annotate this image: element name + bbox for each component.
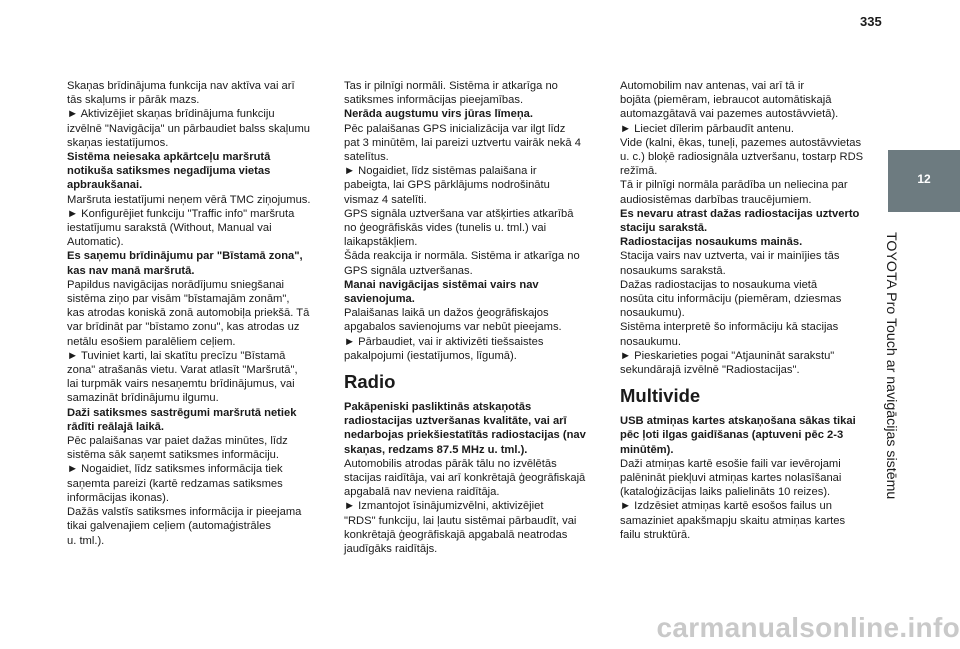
text-line: zona" atrašanās vietu. Varat atlasīt "Maršrutā", [67,364,298,377]
text-line: no ģeogrāfiskās vides (tunelis u. tml.) vai [344,222,547,235]
text-line: Pēc palaišanas var paiet dažas minūtes, līdz [67,435,288,448]
text-line: lai turpmāk vairs nesaņemtu brīdinājumus, vai [67,378,295,391]
bold-text-line: Sistēma neiesaka apkārtceļu maršrutā [67,151,271,164]
chapter-tab [888,150,960,212]
text-line: ► Pārbaudiet, vai ir aktivizēti tiešsaistes [344,335,544,348]
text-line: samaziniet apakšmapju skaitu atmiņas kartes [620,514,846,527]
text-line: GPS signāla uztveršanas. [344,264,473,277]
bold-text-line: Es nevaru atrast dažas radiostacijas uztverto [620,207,860,220]
text-line: (kataloģizācijas laiks palielināts 10 reizes). [620,486,831,499]
text-line: failu struktūrā. [620,528,691,541]
text-line: Tā ir pilnīgi normāla parādība un neliecina par [620,179,848,192]
text-line: skaņas iestatījumos. [67,136,169,149]
text-line: Automatic). [67,236,124,249]
text-line: laikapstākļiem. [344,236,418,249]
text-line: Daži atmiņas kartē esošie faili var ievērojami [620,457,841,470]
section-heading: Radio [344,371,396,393]
text-line: sistēma ziņo par visām "bīstamajām zonām", [67,293,290,306]
chapter-tab-label: 12 [917,172,931,186]
text-line: Automobilis atrodas pārāk tālu no izvēlētās [344,457,557,470]
text-line: automazgātavā vai pazemes autostāvvietā). [620,108,839,121]
text-line: Automobilim nav antenas, vai arī tā ir [620,80,805,92]
bold-text-line: Manai navigācijas sistēmai vairs nav [344,278,539,291]
text-line: tās skaļums ir pārāk mazs. [67,94,200,107]
bold-text-line: skaņas, redzams 87.5 MHz u. tml.). [344,443,528,456]
text-line: vismaz 4 satelīti. [344,193,427,206]
text-line: audiosistēmas darbības traucējumiem. [620,193,812,206]
text-line: pabeigta, lai GPS pārklājums nodrošinātu [344,179,550,192]
section-title: TOYOTA Pro Touch ar navigācijas sistēmu [883,232,899,500]
text-line: apgabalos savienojums var nebūt pieejams. [344,321,562,334]
text-line: sistēma sāk saņemt satiksmes informāciju. [67,449,280,462]
text-line: Maršruta iestatījumi neņem vērā TMC ziņojumus. [67,193,311,206]
text-line: ► Nogaidiet, līdz satiksmes informācija tiek [67,463,283,476]
text-line: sekundārajā izvēlnē "Radiostacijas". [620,364,800,377]
text-line: tikai galvenajiem ceļiem (automaģistrāles [67,520,271,533]
section-heading: Multivide [620,385,701,407]
bold-text-line: radiostacijas uztveršanas kvalitāte, vai arī [344,415,567,428]
text-line: bojāta (piemēram, iebraucot automātiskajā [620,94,832,107]
bold-text-line: Radiostacijas nosaukums mainās. [620,236,803,249]
text-line: u. tml.). [67,534,105,547]
text-line: ► Tuviniet karti, lai skatītu precīzu "Bīstamā [67,349,286,362]
text-line: Papildus navigācijas norādījumu sniegšanai [67,278,285,291]
text-line: "RDS" funkciju, lai ļautu sistēmai pārbaudīt, vai [344,514,577,527]
bold-text-line: Pakāpeniski pasliktinās atskaņotās [344,401,532,414]
bold-text-line: Daži satiksmes sastrēgumi maršrutā netiek [67,406,297,419]
text-line: saņemta pareizi (kartē redzamas satiksmes [67,477,283,490]
text-line: Palaišanas laikā un dažos ģeogrāfiskajos [344,307,549,320]
text-line: nosaukumu). [620,307,685,320]
text-line: ► Izdzēsiet atmiņas kartē esošos failus un [620,500,832,513]
text-line: pakalpojumi (iestatījumos, līgumā). [344,349,517,362]
bold-text-line: pēc ļoti ilgas gaidīšanas (aptuveni pēc 2-3 [620,429,844,442]
text-line: samazināt brīdinājumu ilgumu. [67,392,219,405]
text-line: ► Izmantojot īsinājumizvēlni, aktivizējiet [344,500,544,513]
bold-text-line: minūtēm). [620,443,674,456]
text-line: satiksmes informācijas pieejamības. [344,94,524,107]
text-line: informācijas ikonas). [67,491,169,504]
text-line: stacijas raidītāja, vai arī konkrētajā ģeogrāfiskajā [344,472,586,485]
text-column-1 [67,79,329,548]
text-line: ► Aktivizējiet skaņas brīdinājuma funkciju [67,108,275,121]
text-line: Dažas radiostacijas to nosaukuma vietā [620,278,818,291]
bold-text-line: staciju sarakstā. [620,222,708,235]
text-line: kas atrodas koniskā zonā automobiļa priekšā. Tā [67,307,310,320]
bold-text-line: notikuša satiksmes negadījuma vietas [67,165,271,178]
text-line: Dažās valstīs satiksmes informācija ir pieejama [67,506,302,519]
bold-text-line: USB atmiņas kartes atskaņošana sākas tikai [620,415,856,428]
text-line: nosaukumu. [620,335,681,348]
text-line: ► Lieciet dīlerim pārbaudīt antenu. [620,122,795,135]
text-line: netālu esošiem paralēliem ceļiem. [67,335,236,348]
text-line: iestatījumu sarakstā (Without, Manual vai [67,222,272,235]
text-line: GPS signāla uztveršana var atšķirties atkarībā [344,207,574,220]
text-line: Vide (kalni, ēkas, tuneļi, pazemes autostāvvietas [620,136,862,149]
bold-text-line: savienojuma. [344,293,415,306]
watermark: carmanualsonline.info [656,612,960,643]
text-line: u. c.) bloķē radiosignāla uztveršanu, tostarp RDS [620,151,864,164]
text-line: konkrētajā ģeogrāfiskajā apgabalā neatrodas [344,528,568,541]
text-line: ► Konfigurējiet funkciju "Traffic info" maršruta [67,207,295,220]
text-column-2 [344,79,606,556]
text-column-3 [620,79,882,542]
text-line: apgabalā nav neviena raidītāja. [344,486,500,499]
text-line: pat 3 minūtēm, lai pareizi uztvertu vairāk nekā 4 [344,136,581,149]
text-line: Pēc palaišanas GPS inicializācija var ilgt līdz [344,122,566,135]
text-line: var brīdināt par "bīstamo zonu", kas atrodas uz [67,321,300,334]
text-line: Stacija vairs nav uztverta, vai ir mainījies tās [620,250,840,263]
text-line: ► Pieskarieties pogai "Atjaunināt sarakstu" [620,349,835,362]
bold-text-line: Nerāda augstumu virs jūras līmeņa. [344,108,534,121]
text-line: Tas ir pilnīgi normāli. Sistēma ir atkarīga no [344,80,558,92]
text-line: jaudīgāks raidītājs. [344,543,438,556]
text-line: nosūta citu informāciju (piemēram, dziesmas [620,293,842,306]
text-line: Šāda reakcija ir normāla. Sistēma ir atkarīga no [344,250,580,263]
text-line: Sistēma interpretē šo informāciju kā stacijas [620,321,839,334]
bold-text-line: Es saņemu brīdinājumu par "Bīstamā zona", [67,250,303,263]
text-line: Skaņas brīdinājuma funkcija nav aktīva vai arī [67,80,295,92]
text-line: izvēlnē "Navigācija" un pārbaudiet balss skaļumu [67,122,311,135]
text-line: satelītus. [344,151,389,164]
text-line: palēnināt piekļuvi atmiņas kartes nolasīšanai [620,472,842,485]
text-line: režīmā. [620,165,658,178]
text-line: nosaukums sarakstā. [620,264,726,277]
bold-text-line: kas nav manā maršrutā. [67,264,195,277]
bold-text-line: apbraukšanai. [67,179,143,192]
bold-text-line: nedarbojas priekšiestatītās radiostacijas (nav [344,429,586,442]
text-line: ► Nogaidiet, līdz sistēmas palaišana ir [344,165,537,178]
bold-text-line: rādīti reālajā laikā. [67,420,165,433]
page-number: 335 [860,14,882,29]
